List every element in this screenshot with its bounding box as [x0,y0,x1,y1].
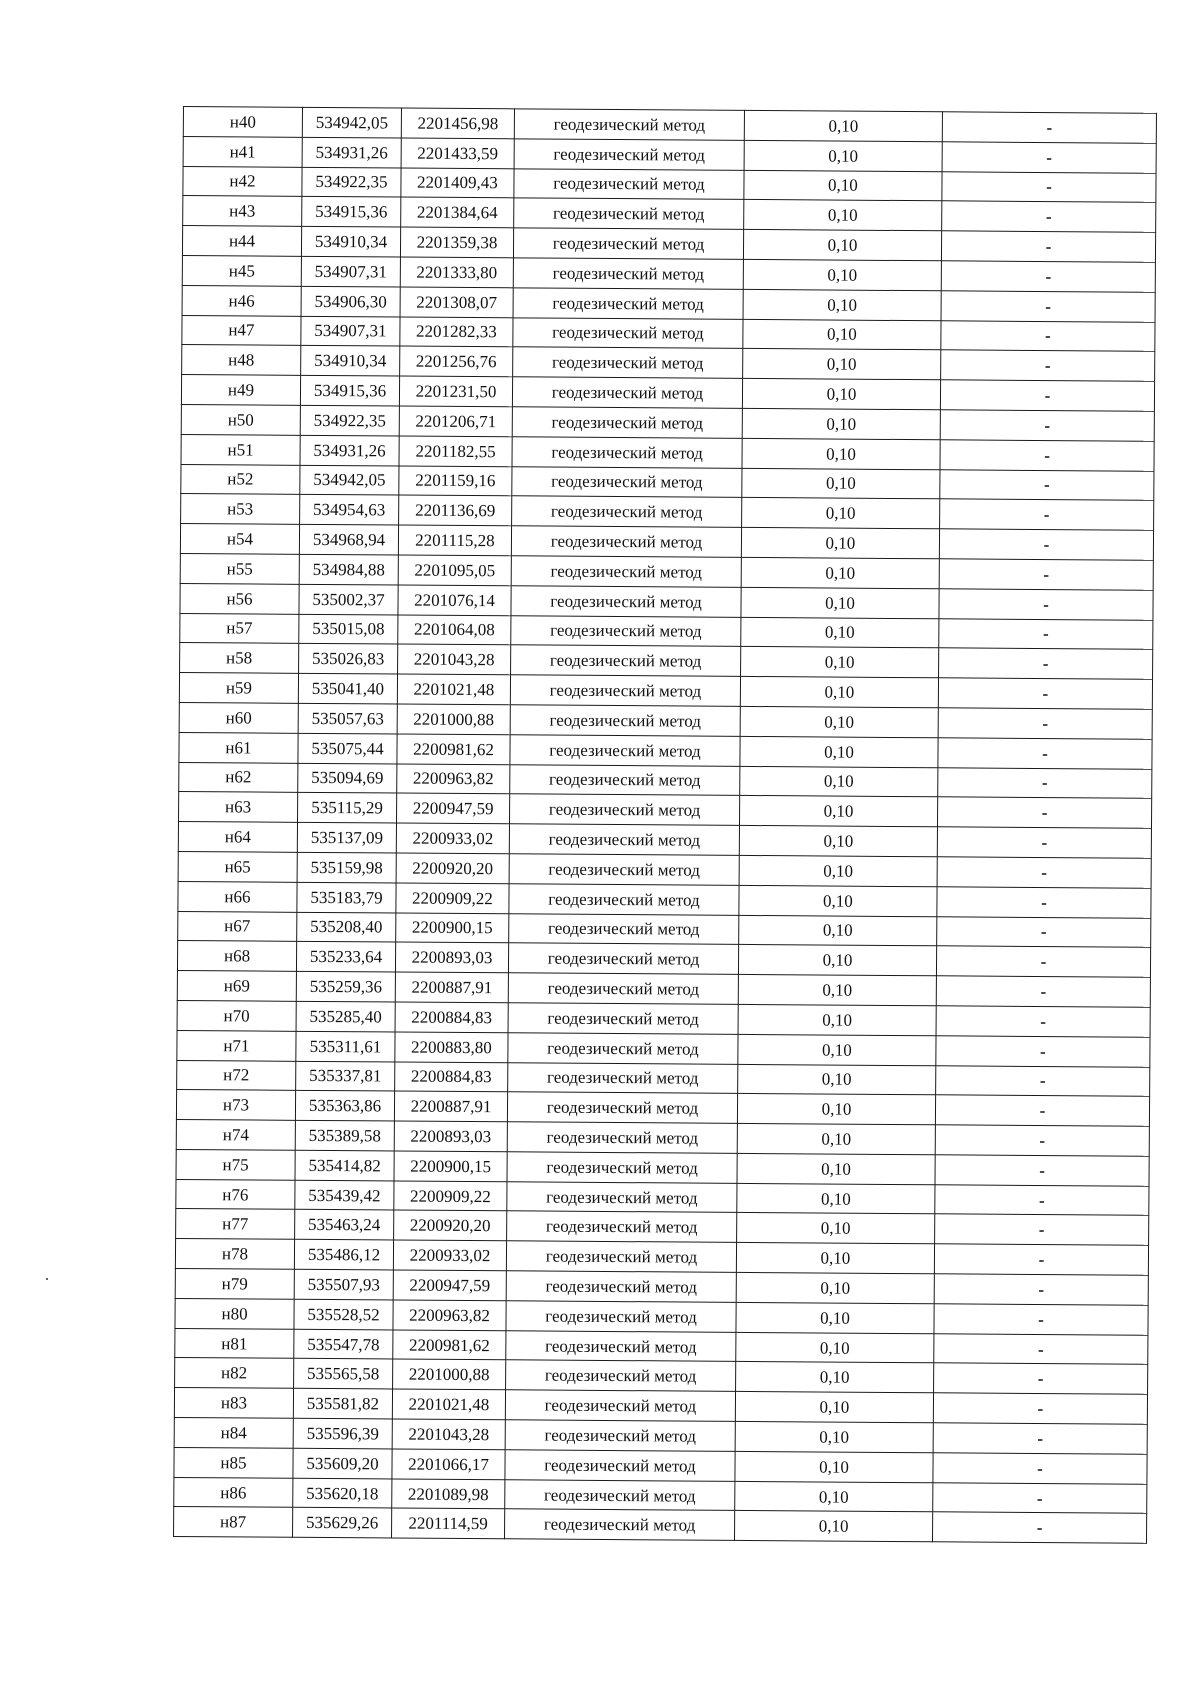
point-cell: н62 [179,762,298,793]
point-cell: н87 [174,1507,293,1538]
y-coordinate-cell: 2200920,20 [396,853,509,884]
note-cell: - [940,410,1154,441]
accuracy-cell: 0,10 [740,706,938,737]
accuracy-cell: 0,10 [741,647,939,678]
note-cell: - [940,499,1154,530]
x-coordinate-cell: 535486,12 [294,1240,393,1270]
accuracy-cell: 0,10 [743,319,941,350]
x-coordinate-cell: 535041,40 [298,673,397,703]
point-cell: н86 [174,1477,293,1508]
x-coordinate-cell: 534954,63 [300,495,399,525]
accuracy-cell: 0,10 [738,945,936,976]
point-cell: н53 [181,494,300,525]
accuracy-cell: 0,10 [736,1362,934,1393]
note-cell: - [941,350,1155,381]
method-cell: геодезический метод [513,347,743,378]
x-coordinate-cell: 535208,40 [297,912,396,942]
y-coordinate-cell: 2201182,55 [399,436,512,467]
accuracy-cell: 0,10 [743,259,941,290]
note-cell: - [940,380,1154,411]
x-coordinate-cell: 534931,26 [300,435,399,465]
note-cell: - [933,1393,1147,1424]
point-cell: н75 [176,1149,295,1180]
x-coordinate-cell: 535115,29 [298,793,397,823]
accuracy-cell: 0,10 [742,498,940,529]
y-coordinate-cell: 2201095,05 [398,555,511,586]
point-cell: н84 [174,1418,293,1449]
x-coordinate-cell: 534910,34 [301,346,400,376]
x-coordinate-cell: 534907,31 [301,316,400,346]
accuracy-cell: 0,10 [743,349,941,380]
method-cell: геодезический метод [512,496,742,527]
y-coordinate-cell: 2201021,48 [397,674,510,705]
method-cell: геодезический метод [507,1181,737,1212]
method-cell: геодезический метод [506,1271,736,1302]
method-cell: геодезический метод [509,913,739,944]
note-cell: - [935,1095,1149,1126]
accuracy-cell: 0,10 [743,289,941,320]
accuracy-cell: 0,10 [737,1123,935,1154]
note-cell: - [937,797,1151,828]
y-coordinate-cell: 2201308,07 [400,287,513,318]
method-cell: геодезический метод [507,1152,737,1183]
y-coordinate-cell: 2200900,15 [394,1151,507,1182]
x-coordinate-cell: 534922,35 [302,167,401,197]
point-cell: н66 [178,881,297,912]
point-cell: н44 [182,226,301,257]
note-cell: - [932,1512,1146,1543]
method-cell: геодезический метод [508,973,738,1004]
note-cell: - [935,1184,1149,1215]
accuracy-cell: 0,10 [737,1153,935,1184]
x-coordinate-cell: 535259,36 [296,971,395,1001]
method-cell: геодезический метод [506,1360,736,1391]
accuracy-cell: 0,10 [735,1392,933,1423]
method-cell: геодезический метод [511,586,741,617]
method-cell: геодезический метод [512,437,742,468]
x-coordinate-cell: 535596,39 [293,1418,392,1448]
point-cell: н57 [180,613,299,644]
y-coordinate-cell: 2201282,33 [400,317,513,348]
accuracy-cell: 0,10 [737,1183,935,1214]
note-cell: - [934,1274,1148,1305]
point-cell: н46 [182,285,301,316]
y-coordinate-cell: 2201089,98 [392,1479,505,1510]
y-coordinate-cell: 2201384,64 [401,197,514,228]
point-cell: н73 [176,1090,295,1121]
method-cell: геодезический метод [509,884,739,915]
point-cell: н48 [182,345,301,376]
x-coordinate-cell: 534922,35 [300,405,399,435]
method-cell: геодезический метод [511,645,741,676]
point-cell: н52 [181,464,300,495]
x-coordinate-cell: 535389,58 [295,1120,394,1150]
method-cell: геодезический метод [506,1301,736,1332]
point-cell: н61 [179,732,298,763]
note-cell: - [941,261,1155,292]
y-coordinate-cell: 2200981,62 [393,1330,506,1361]
x-coordinate-cell: 535363,86 [295,1091,394,1121]
method-cell: геодезический метод [510,675,740,706]
accuracy-cell: 0,10 [741,528,939,559]
y-coordinate-cell: 2201333,80 [400,257,513,288]
note-cell: - [937,887,1151,918]
method-cell: геодезический метод [513,288,743,319]
table-row [174,1507,1147,1544]
x-coordinate-cell: 535414,82 [295,1150,394,1180]
x-coordinate-cell: 534915,36 [302,197,401,227]
accuracy-cell: 0,10 [744,110,942,141]
y-coordinate-cell: 2201000,88 [397,704,510,735]
note-cell: - [935,1125,1149,1156]
x-coordinate-cell: 534942,05 [302,107,401,137]
note-cell: - [939,559,1153,590]
accuracy-cell: 0,10 [735,1451,933,1482]
accuracy-cell: 0,10 [738,1034,936,1065]
accuracy-cell: 0,10 [742,438,940,469]
accuracy-cell: 0,10 [741,587,939,618]
note-cell: - [933,1482,1147,1513]
y-coordinate-cell: 2201456,98 [401,108,514,139]
y-coordinate-cell: 2201409,43 [401,168,514,199]
note-cell: - [941,231,1155,262]
x-coordinate-cell: 535311,61 [296,1031,395,1061]
method-cell: геодезический метод [514,109,744,140]
y-coordinate-cell: 2201021,48 [392,1389,505,1420]
x-coordinate-cell: 535002,37 [299,584,398,614]
note-cell: - [933,1423,1147,1454]
note-cell: - [940,469,1154,500]
note-cell: - [938,767,1152,798]
note-cell: - [939,618,1153,649]
method-cell: геодезический метод [510,764,740,795]
accuracy-cell: 0,10 [738,975,936,1006]
y-coordinate-cell: 2201076,14 [398,585,511,616]
note-cell: - [935,1155,1149,1186]
method-cell: геодезический метод [508,1003,738,1034]
method-cell: геодезический метод [508,943,738,974]
x-coordinate-cell: 534984,88 [299,554,398,584]
y-coordinate-cell: 2200900,15 [396,913,509,944]
y-coordinate-cell: 2200920,20 [394,1210,507,1241]
y-coordinate-cell: 2201115,28 [398,525,511,556]
note-cell: - [940,440,1154,471]
x-coordinate-cell: 535629,26 [293,1508,392,1538]
note-cell: - [936,1035,1150,1066]
x-coordinate-cell: 535337,81 [296,1061,395,1091]
x-coordinate-cell: 535137,09 [297,822,396,852]
y-coordinate-cell: 2200884,83 [395,1002,508,1033]
x-coordinate-cell: 535075,44 [298,733,397,763]
x-coordinate-cell: 535463,24 [295,1210,394,1240]
method-cell: геодезический метод [512,377,742,408]
method-cell: геодезический метод [505,1450,735,1481]
y-coordinate-cell: 2200963,82 [393,1300,506,1331]
method-cell: геодезический метод [510,705,740,736]
note-cell: - [933,1453,1147,1484]
note-cell: - [938,708,1152,739]
y-coordinate-cell: 2200893,03 [394,1121,507,1152]
method-cell: геодезический метод [512,407,742,438]
x-coordinate-cell: 535094,69 [298,763,397,793]
method-cell: геодезический метод [514,198,744,229]
method-cell: геодезический метод [505,1390,735,1421]
accuracy-cell: 0,10 [736,1332,934,1363]
point-cell: н68 [177,941,296,972]
note-cell: - [936,976,1150,1007]
x-coordinate-cell: 535620,18 [293,1478,392,1508]
y-coordinate-cell: 2200963,82 [397,764,510,795]
y-coordinate-cell: 2200981,62 [397,734,510,765]
note-cell: - [939,529,1153,560]
point-cell: н85 [174,1447,293,1478]
y-coordinate-cell: 2200887,91 [395,972,508,1003]
x-coordinate-cell: 535581,82 [293,1389,392,1419]
accuracy-cell: 0,10 [737,1213,935,1244]
accuracy-cell: 0,10 [744,170,942,201]
note-cell: - [942,142,1156,173]
point-cell: н72 [177,1060,296,1091]
point-cell: н51 [181,434,300,465]
x-coordinate-cell: 535015,08 [299,614,398,644]
point-cell: н60 [179,702,298,733]
accuracy-cell: 0,10 [737,1094,935,1125]
note-cell: - [936,1006,1150,1037]
accuracy-cell: 0,10 [741,557,939,588]
x-coordinate-cell: 535183,79 [297,882,396,912]
x-coordinate-cell: 535285,40 [296,1001,395,1031]
x-coordinate-cell: 534907,31 [301,256,400,286]
method-cell: геодезический метод [506,1330,736,1361]
method-cell: геодезический метод [513,317,743,348]
point-cell: н49 [181,375,300,406]
point-cell: н63 [179,792,298,823]
note-cell: - [937,827,1151,858]
point-cell: н58 [180,643,299,674]
y-coordinate-cell: 2201433,59 [401,138,514,169]
scan-speck [46,1278,48,1280]
point-cell: н40 [183,107,302,138]
accuracy-cell: 0,10 [736,1272,934,1303]
accuracy-cell: 0,10 [739,885,937,916]
method-cell: геодезический метод [510,735,740,766]
x-coordinate-cell: 534942,05 [300,465,399,495]
method-cell: геодезический метод [507,1122,737,1153]
point-cell: н80 [175,1298,294,1329]
note-cell: - [942,112,1156,143]
note-cell: - [934,1333,1148,1364]
y-coordinate-cell: 2201359,38 [400,227,513,258]
x-coordinate-cell: 534968,94 [299,524,398,554]
x-coordinate-cell: 535026,83 [299,644,398,674]
accuracy-cell: 0,10 [741,617,939,648]
note-cell: - [942,201,1156,232]
method-cell: геодезический метод [507,1092,737,1123]
accuracy-cell: 0,10 [744,200,942,231]
note-cell: - [937,857,1151,888]
accuracy-cell: 0,10 [735,1421,933,1452]
y-coordinate-cell: 2201043,28 [398,644,511,675]
accuracy-cell: 0,10 [739,855,937,886]
y-coordinate-cell: 2200909,22 [396,883,509,914]
accuracy-cell: 0,10 [740,677,938,708]
note-cell: - [936,946,1150,977]
note-cell: - [939,589,1153,620]
accuracy-cell: 0,10 [742,468,940,499]
y-coordinate-cell: 2200893,03 [395,942,508,973]
y-coordinate-cell: 2201159,16 [399,466,512,497]
note-cell: - [942,171,1156,202]
point-cell: н59 [179,673,298,704]
y-coordinate-cell: 2200947,59 [393,1270,506,1301]
point-cell: н83 [174,1388,293,1419]
coordinates-table [173,106,1157,1544]
y-coordinate-cell: 2200884,83 [395,1062,508,1093]
x-coordinate-cell: 534910,34 [301,227,400,257]
x-coordinate-cell: 535609,20 [293,1448,392,1478]
method-cell: геодезический метод [511,556,741,587]
point-cell: н54 [180,524,299,555]
method-cell: геодезический метод [514,139,744,170]
method-cell: геодезический метод [505,1509,735,1540]
method-cell: геодезический метод [511,526,741,557]
note-cell: - [941,320,1155,351]
point-cell: н74 [176,1120,295,1151]
accuracy-cell: 0,10 [740,736,938,767]
method-cell: геодезический метод [509,854,739,885]
accuracy-cell: 0,10 [738,1064,936,1095]
point-cell: н50 [181,404,300,435]
point-cell: н67 [178,911,297,942]
point-cell: н55 [180,553,299,584]
accuracy-cell: 0,10 [736,1302,934,1333]
accuracy-cell: 0,10 [742,379,940,410]
accuracy-cell: 0,10 [738,1004,936,1035]
x-coordinate-cell: 534931,26 [302,137,401,167]
accuracy-cell: 0,10 [735,1481,933,1512]
note-cell: - [939,648,1153,679]
point-cell: н41 [183,136,302,167]
note-cell: - [935,1214,1149,1245]
method-cell: геодезический метод [513,228,743,259]
point-cell: н47 [182,315,301,346]
y-coordinate-cell: 2201206,71 [399,406,512,437]
note-cell: - [934,1363,1148,1394]
y-coordinate-cell: 2201231,50 [399,376,512,407]
y-coordinate-cell: 2200883,80 [395,1032,508,1063]
accuracy-cell: 0,10 [743,230,941,261]
x-coordinate-cell: 535233,64 [296,942,395,972]
point-cell: н65 [178,851,297,882]
y-coordinate-cell: 2201256,76 [400,346,513,377]
method-cell: геодезический метод [506,1241,736,1272]
point-cell: н69 [177,971,296,1002]
accuracy-cell: 0,10 [742,408,940,439]
point-cell: н71 [177,1030,296,1061]
note-cell: - [937,916,1151,947]
point-cell: н56 [180,583,299,614]
method-cell: геодезический метод [508,1062,738,1093]
note-cell: - [934,1244,1148,1275]
point-cell: н76 [176,1179,295,1210]
note-cell: - [941,291,1155,322]
point-cell: н64 [178,822,297,853]
y-coordinate-cell: 2201064,08 [398,615,511,646]
accuracy-cell: 0,10 [744,140,942,171]
method-cell: геодезический метод [507,1211,737,1242]
x-coordinate-cell: 534915,36 [300,375,399,405]
x-coordinate-cell: 535528,52 [294,1299,393,1329]
x-coordinate-cell: 535159,98 [297,852,396,882]
accuracy-cell: 0,10 [739,796,937,827]
x-coordinate-cell: 535507,93 [294,1269,393,1299]
accuracy-cell: 0,10 [739,826,937,857]
note-cell: - [938,738,1152,769]
point-cell: н45 [182,255,301,286]
coordinates-sheet [173,106,1156,1544]
x-coordinate-cell: 535439,42 [295,1180,394,1210]
point-cell: н77 [176,1209,295,1240]
method-cell: геодезический метод [513,258,743,289]
point-cell: н81 [175,1328,294,1359]
coordinates-table-body [174,107,1157,1544]
x-coordinate-cell: 535547,78 [294,1329,393,1359]
y-coordinate-cell: 2200909,22 [394,1181,507,1212]
x-coordinate-cell: 534906,30 [301,286,400,316]
accuracy-cell: 0,10 [740,766,938,797]
accuracy-cell: 0,10 [736,1243,934,1274]
point-cell: н79 [175,1269,294,1300]
method-cell: геодезический метод [512,466,742,497]
y-coordinate-cell: 2200887,91 [394,1091,507,1122]
y-coordinate-cell: 2201136,69 [399,495,512,526]
y-coordinate-cell: 2201066,17 [392,1449,505,1480]
y-coordinate-cell: 2201043,28 [392,1419,505,1450]
note-cell: - [938,678,1152,709]
note-cell: - [934,1304,1148,1335]
x-coordinate-cell: 535565,58 [294,1359,393,1389]
point-cell: н82 [175,1358,294,1389]
method-cell: геодезический метод [509,794,739,825]
y-coordinate-cell: 2200933,02 [396,823,509,854]
x-coordinate-cell: 535057,63 [298,703,397,733]
method-cell: геодезический метод [511,615,741,646]
method-cell: геодезический метод [514,168,744,199]
point-cell: н43 [183,196,302,227]
y-coordinate-cell: 2201114,59 [392,1508,505,1539]
point-cell: н42 [183,166,302,197]
note-cell: - [936,1065,1150,1096]
method-cell: геодезический метод [505,1479,735,1510]
method-cell: геодезический метод [505,1420,735,1451]
point-cell: н70 [177,1000,296,1031]
y-coordinate-cell: 2201000,88 [393,1359,506,1390]
y-coordinate-cell: 2200947,59 [396,793,509,824]
accuracy-cell: 0,10 [739,915,937,946]
y-coordinate-cell: 2200933,02 [393,1240,506,1271]
method-cell: геодезический метод [509,824,739,855]
accuracy-cell: 0,10 [734,1511,932,1542]
method-cell: геодезический метод [508,1032,738,1063]
point-cell: н78 [175,1239,294,1270]
